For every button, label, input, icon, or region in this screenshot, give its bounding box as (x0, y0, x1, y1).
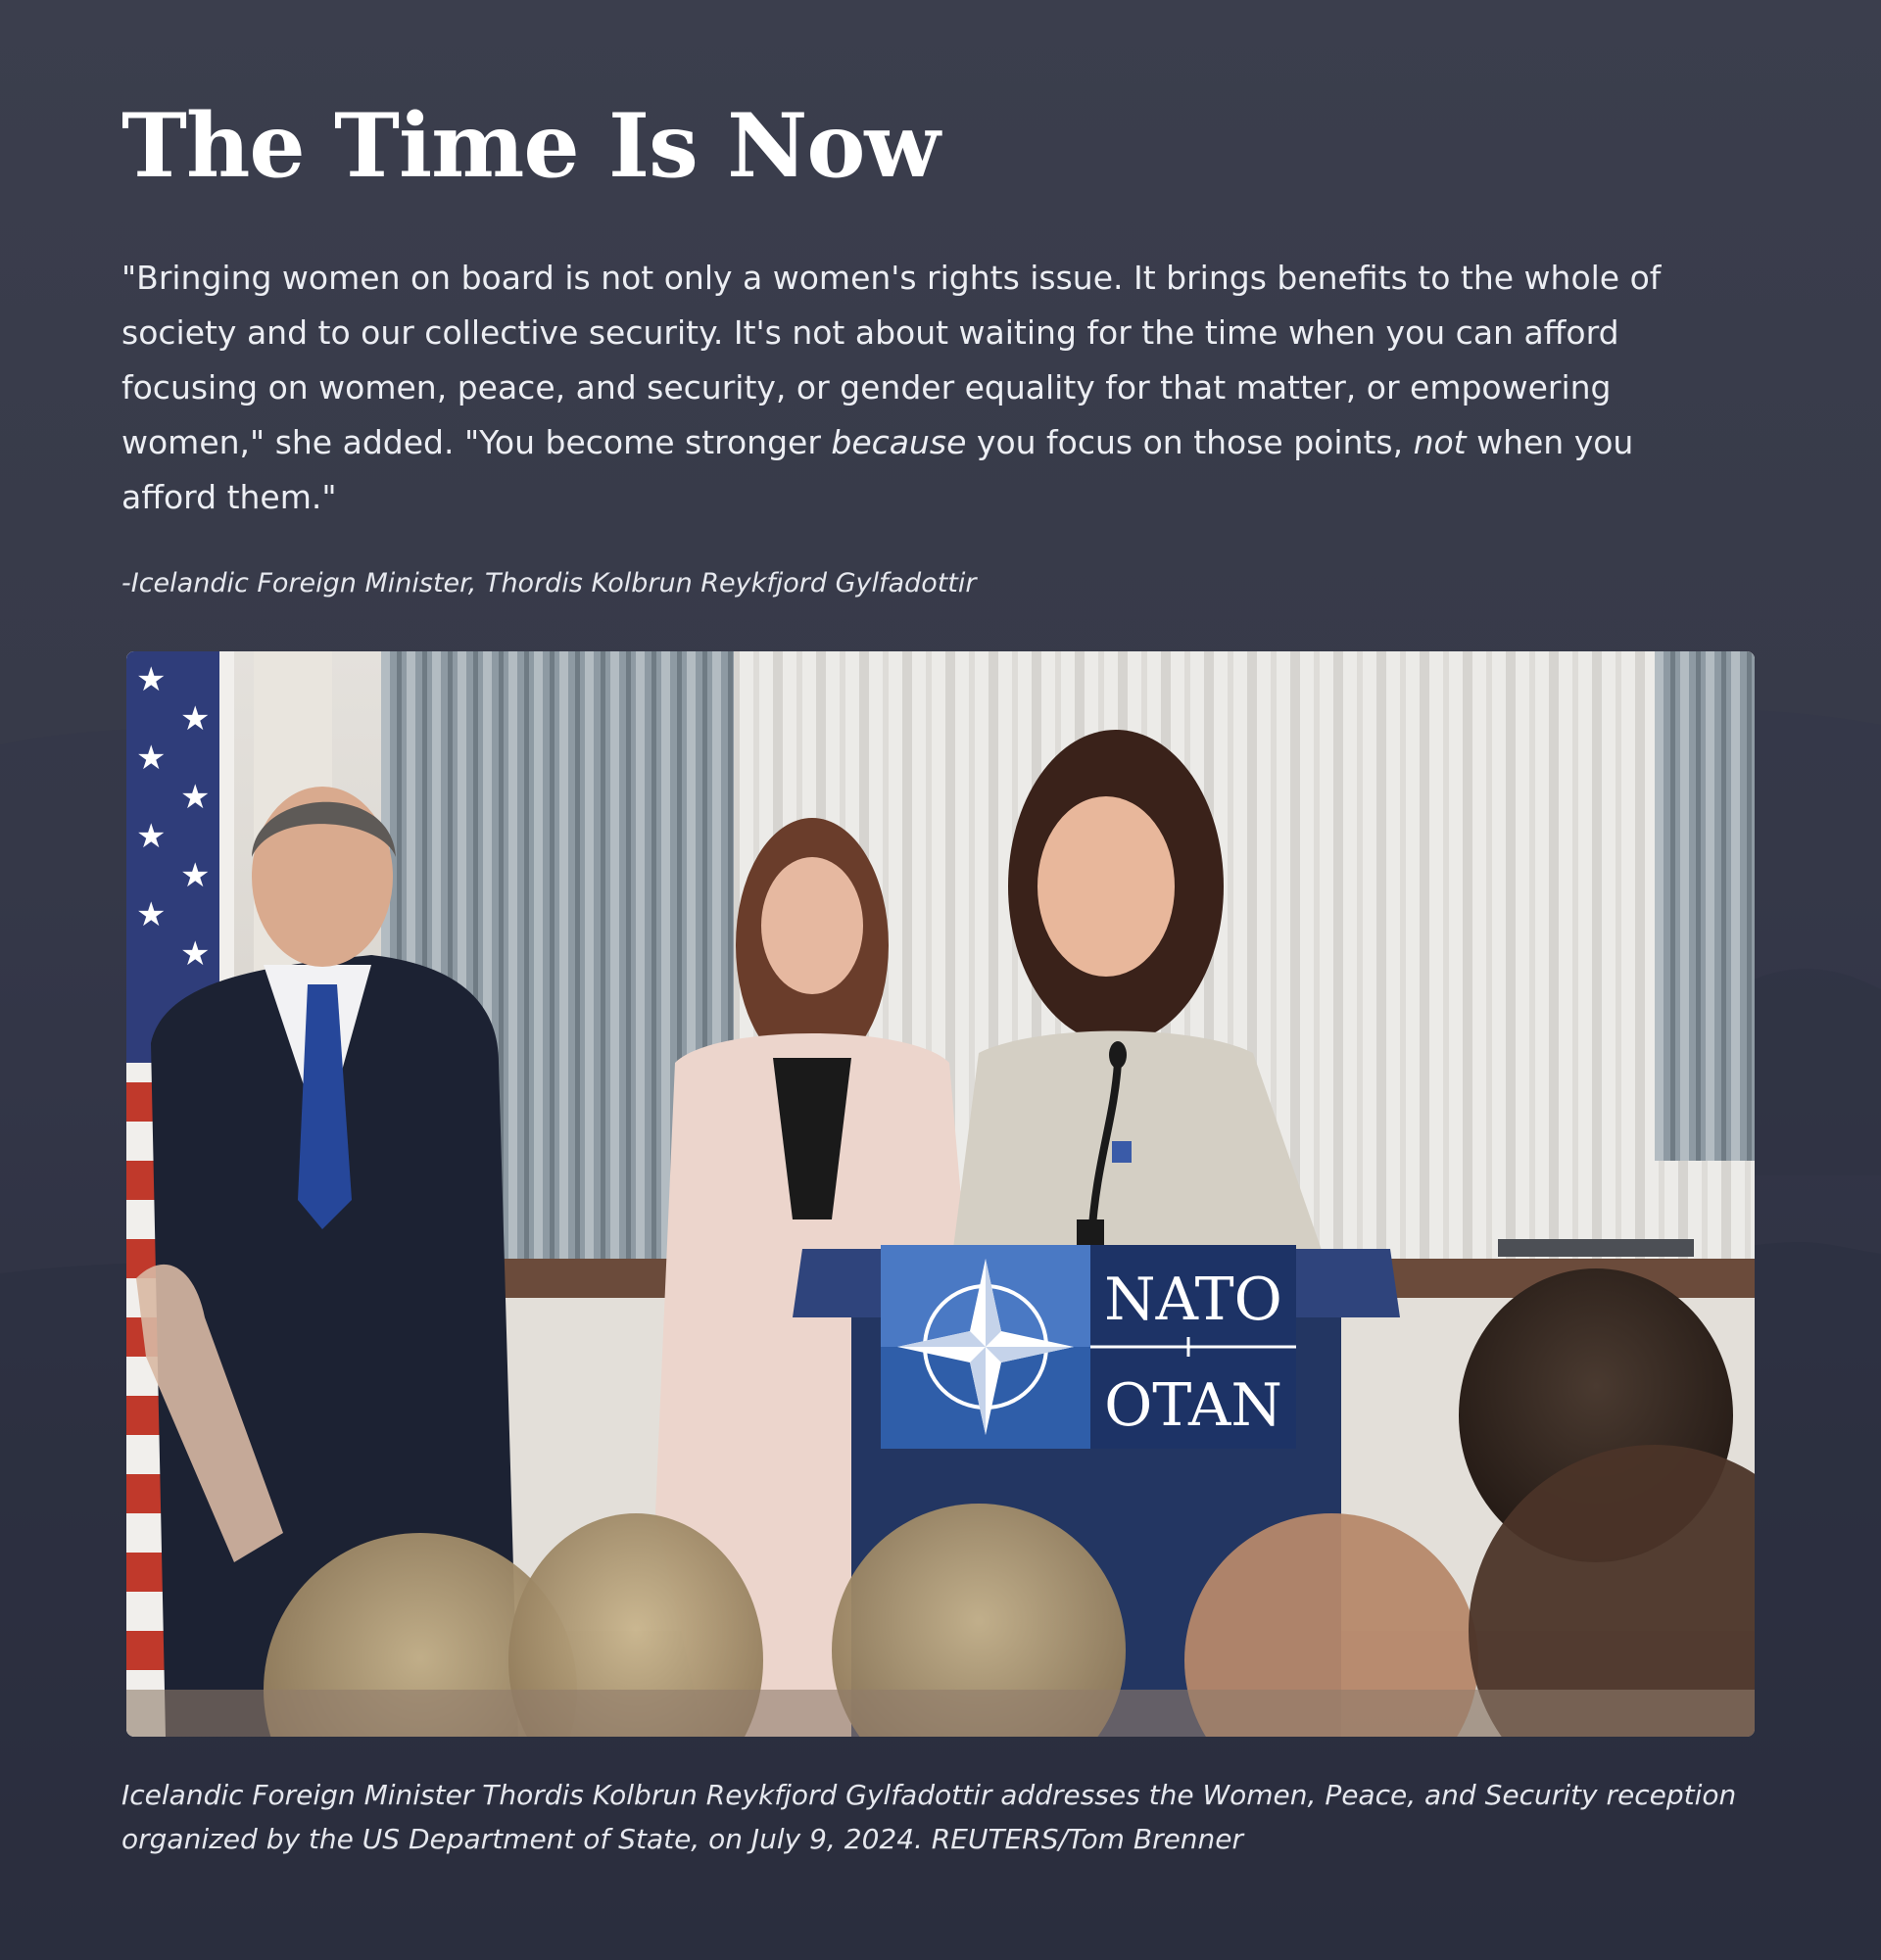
quote-attribution: -Icelandic Foreign Minister, Thordis Kolbrun Reykfjord Gylfadottir (121, 568, 977, 598)
quote-part-1: "Bringing women on board is not only a women's rights issue. It brings benefits to the whole of society and to our collective security. It's not about waiting for the time when you can afford focusing on women, peace, and security, or gender equality for that matter, or empowering women," she added. "You become stronger (121, 259, 1662, 461)
svg-text:★: ★ (136, 817, 167, 856)
event-photo (126, 651, 1755, 1737)
svg-text:★: ★ (136, 660, 167, 699)
podium-nato-text: NATO (1104, 1266, 1282, 1334)
quote-text (121, 251, 1728, 525)
page-title: The Time Is Now (121, 94, 940, 198)
photo-caption: Icelandic Foreign Minister Thordis Kolbrun Reykfjord Gylfadottir addresses the Women, Peace, and Security reception organized by the US Department of State, on July 9, 2024. REUTERS/Tom Brenner (121, 1779, 1737, 1855)
photo-illustration (126, 651, 1755, 1737)
svg-text:★: ★ (180, 778, 211, 817)
svg-text:★: ★ (180, 856, 211, 895)
svg-text:★: ★ (136, 895, 167, 934)
quote-emphasis-because: because (831, 423, 967, 461)
quote-part-2: you focus on those points, (966, 423, 1414, 461)
quote-part-3: when you afford them." (121, 423, 1634, 516)
nato-podium-logo (881, 1245, 1296, 1449)
svg-text:★: ★ (136, 739, 167, 778)
podium-otan-text: OTAN (1104, 1371, 1282, 1440)
quote-emphasis-not: not (1413, 423, 1467, 461)
svg-text:★: ★ (180, 934, 211, 974)
svg-text:★: ★ (180, 699, 211, 739)
